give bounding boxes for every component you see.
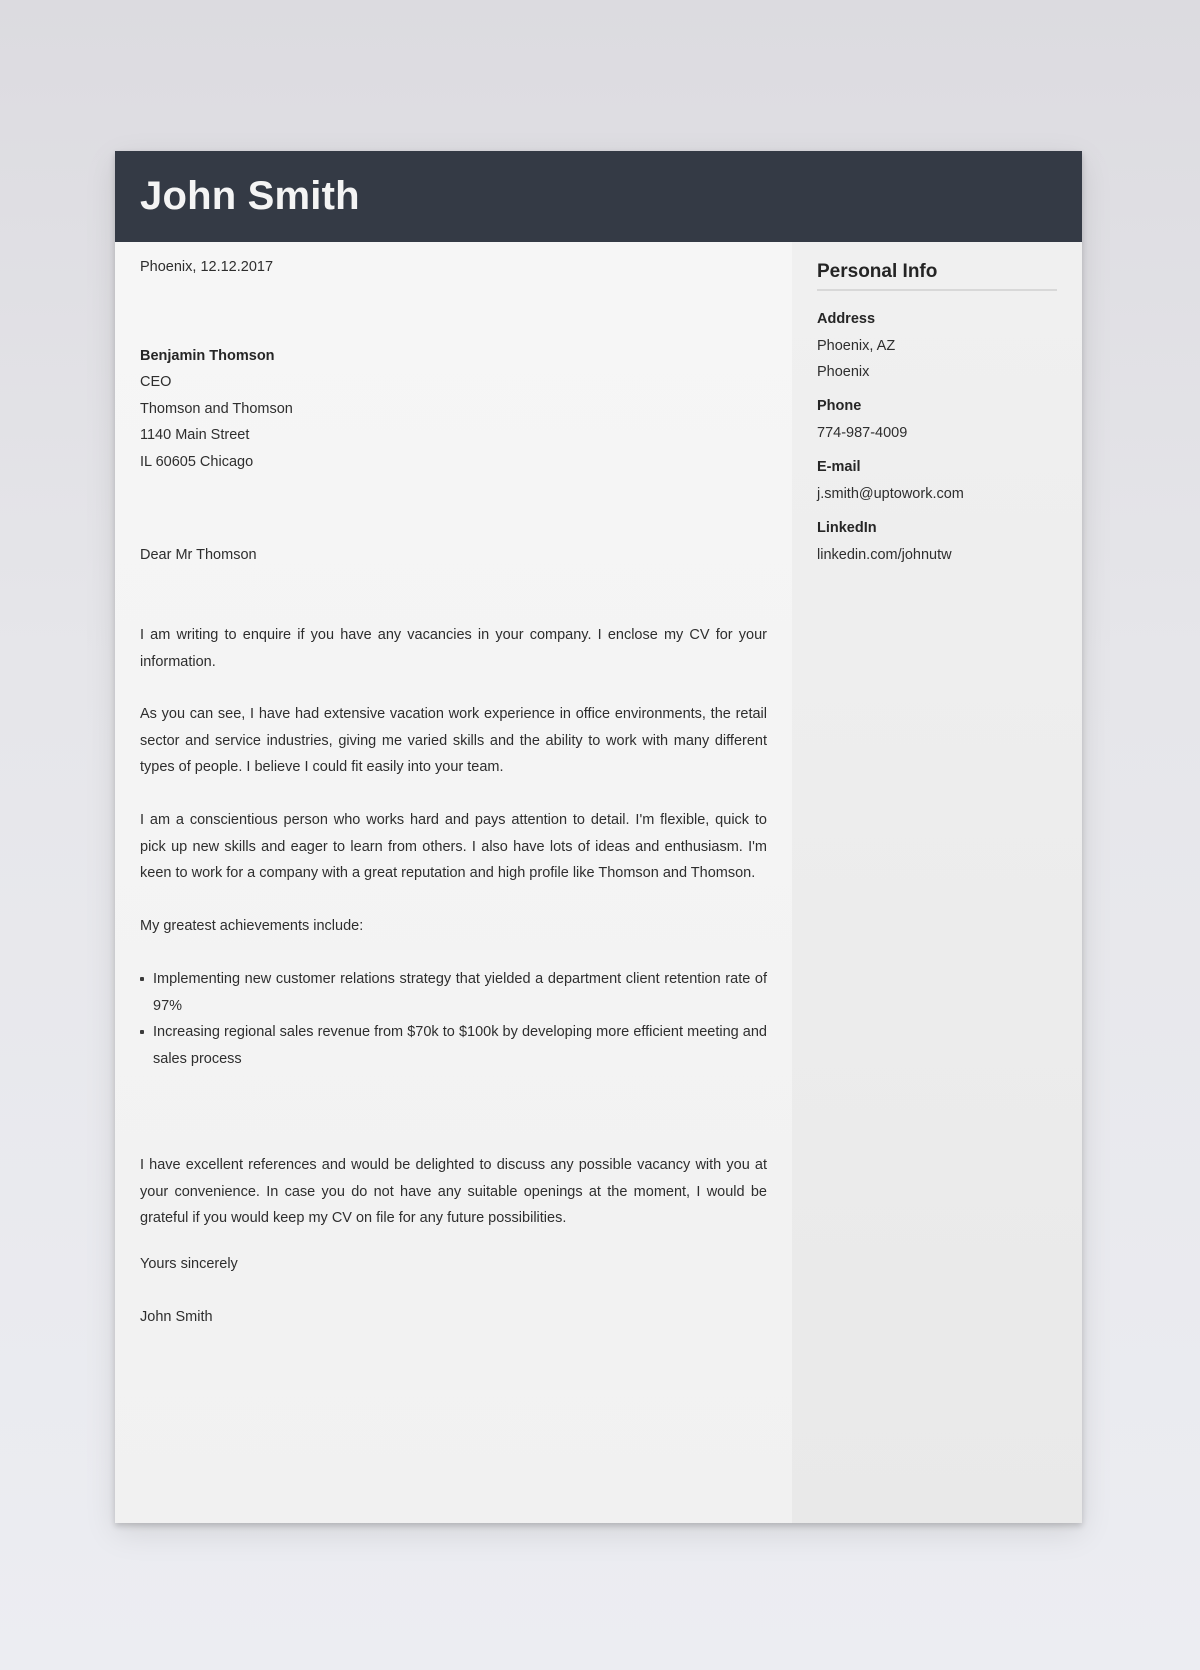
recipient-street: 1140 Main Street	[140, 427, 250, 443]
salutation: Dear Mr Thomson	[140, 547, 257, 563]
place-date: Phoenix, 12.12.2017	[140, 259, 274, 275]
email-value[interactable]: j.smith@uptowork.com	[817, 486, 964, 502]
address-line2: Phoenix	[817, 364, 870, 380]
sender-name-title: John Smith	[140, 174, 360, 218]
cover-letter-page	[115, 151, 1082, 1523]
achievements-list	[140, 966, 767, 1072]
paragraph-qualities: I am a conscientious person who works hard and pays attention to detail. I'm flexible, quick to pick up new skills and eager to learn from others. I also have lots of ideas and enthusiasm. I'm keen to work for a company with a great reputation and high profile like Thomson and Thomson.	[140, 812, 767, 881]
recipient-company: Thomson and Thomson	[140, 401, 293, 417]
bullet-icon	[140, 977, 144, 981]
letter-header	[115, 151, 1082, 242]
recipient-title: CEO	[140, 374, 172, 390]
email-label: E-mail	[817, 459, 861, 475]
paragraph-achievements-intro: My greatest achievements include:	[140, 918, 364, 934]
phone-label: Phone	[817, 398, 862, 414]
paragraph-experience: As you can see, I have had extensive vacation work experience in office environments, the retail sector and service industries, giving me varied skills and the ability to work with many different types of people. I believe I could fit easily into your team.	[140, 706, 767, 775]
paragraph-closing: I have excellent references and would be delighted to discuss any possible vacancy with you at your convenience. In case you do not have any suitable openings at the moment, I would be grateful if you would keep my CV on file for any future possibilities.	[140, 1157, 767, 1226]
sign-off: Yours sincerely	[140, 1256, 238, 1272]
list-item	[140, 966, 767, 1019]
signature: John Smith	[140, 1309, 213, 1325]
phone-value: 774-987-4009	[817, 425, 908, 441]
list-item	[140, 1019, 767, 1072]
linkedin-value[interactable]: linkedin.com/johnutw	[817, 547, 952, 563]
personal-info-heading: Personal Info	[817, 258, 1057, 291]
achievement-text: Implementing new customer relations strategy that yielded a department client retention rate of 97%	[153, 971, 767, 1014]
linkedin-label: LinkedIn	[817, 520, 877, 536]
recipient-name: Benjamin Thomson	[140, 348, 275, 364]
achievement-text: Increasing regional sales revenue from $70k to $100k by developing more efficient meeting and sales process	[153, 1024, 767, 1067]
personal-info-sidebar	[792, 242, 1082, 1523]
paragraph-intro: I am writing to enquire if you have any vacancies in your company. I enclose my CV for your information.	[140, 627, 767, 670]
bullet-icon	[140, 1030, 144, 1034]
address-label: Address	[817, 311, 876, 327]
address-line1: Phoenix, AZ	[817, 338, 896, 354]
letter-body	[115, 242, 792, 1523]
recipient-city: IL 60605 Chicago	[140, 454, 254, 470]
